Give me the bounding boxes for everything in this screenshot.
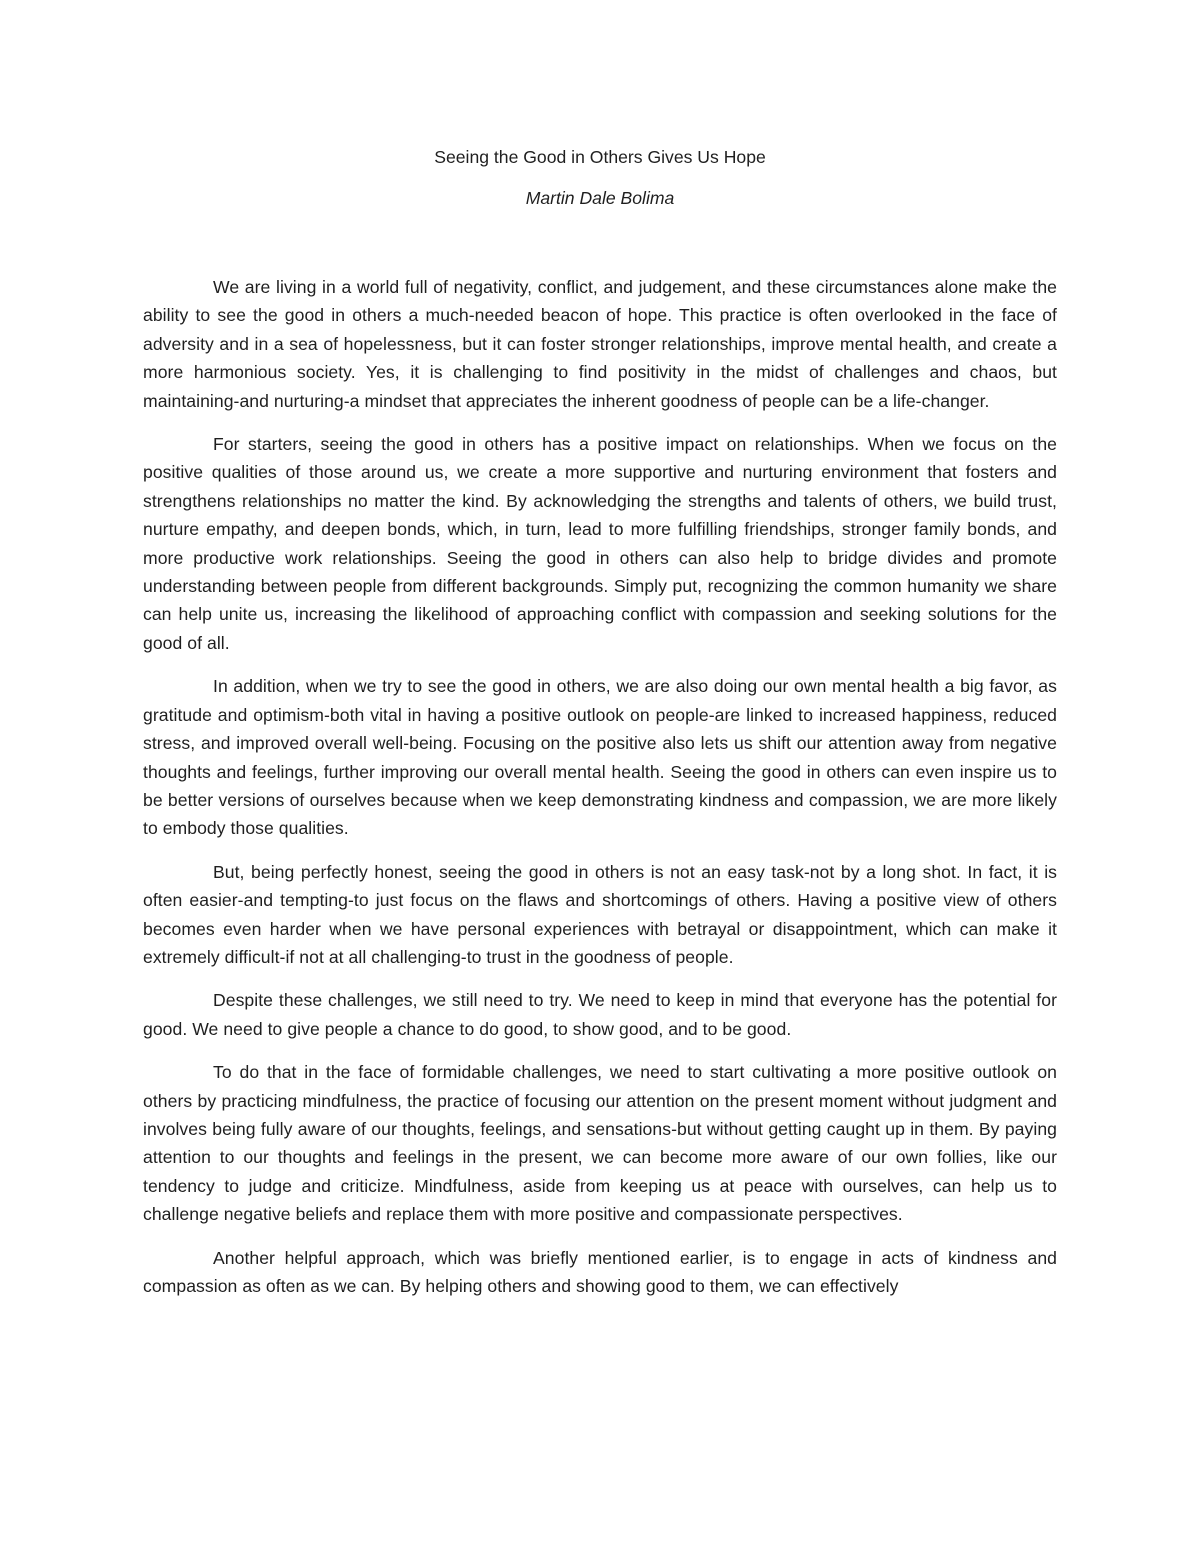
paragraph-6: To do that in the face of formidable challenges, we need to start cultivating a more positive outlook on others by practicing mindfulness, the practice of focusing our attention on the present moment without judgment and involves being fully aware of our thoughts, feelings, and sensations-but without getting caught up in them. By paying attention to our thoughts and feelings in the present, we can become more aware of our own follies, like our tendency to judge and criticize. Mindfulness, aside from keeping us at peace with ourselves, can help us to challenge negative beliefs and replace them with more positive and compassionate perspectives. (143, 1062, 1057, 1225)
paragraph-7: Another helpful approach, which was briefly mentioned earlier, is to engage in acts of kindness and compassion as often as we can. By helping others and showing good to them, we can effectively (143, 1247, 1057, 1296)
paragraph-4: But, being perfectly honest, seeing the good in others is not an easy task-not by a long shot. In fact, it is often easier-and tempting-to just focus on the flaws and shortcomings of others. Having a positive view of others becomes even harder when we have personal experiences with betrayal or disappointment, which can make it extremely difficult-if not at all challenging-to trust in the goodness of people. (143, 861, 1057, 967)
document-author: Martin Dale Bolima (525, 188, 675, 208)
paragraph-3: In addition, when we try to see the good in others, we are also doing our own mental health a big favor, as gratitude and optimism-both vital in having a positive outlook on people-are linked to increased happiness, reduced stress, and improved overall well-being. Focusing on the positive also lets us shift our attention away from negative thoughts and feelings, further improving our overall mental health. Seeing the good in others can even inspire us to be better versions of ourselves because when we keep demonstrating kindness and compassion, we are more likely to embody those qualities. (143, 676, 1057, 839)
paragraph-5: Despite these challenges, we still need to try. We need to keep in mind that everyone has the potential for good. We need to give people a chance to do good, to show good, and to be good. (143, 990, 1057, 1039)
paragraph-2: For starters, seeing the good in others has a positive impact on relationships. When we focus on the positive qualities of those around us, we create a more supportive and nurturing environment that fosters and strengthens relationships no matter the kind. By acknowledging the strengths and talents of others, we build trust, nurture empathy, and deepen bonds, which, in turn, lead to more fulfilling friendships, stronger family bonds, and more productive work relationships. Seeing the good in others can also help to bridge divides and promote understanding between people from different backgrounds. Simply put, recognizing the common humanity we share can help unite us, increasing the likelihood of approaching conflict with compassion and seeking solutions for the good of all. (143, 434, 1057, 653)
document-title: Seeing the Good in Others Gives Us Hope (434, 147, 766, 167)
paragraph-1: We are living in a world full of negativity, conflict, and judgement, and these circumstances alone make the ability to see the good in others a much-needed beacon of hope. This practice is often overlooked in the face of adversity and in a sea of hopelessness, but it can foster stronger relationships, improve mental health, and create a more harmonious society. Yes, it is challenging to find positivity in the midst of challenges and chaos, but maintaining-and nurturing-a mindset that appreciates the inherent goodness of people can be a life-changer. (143, 277, 1057, 411)
document-body (143, 273, 1057, 1300)
